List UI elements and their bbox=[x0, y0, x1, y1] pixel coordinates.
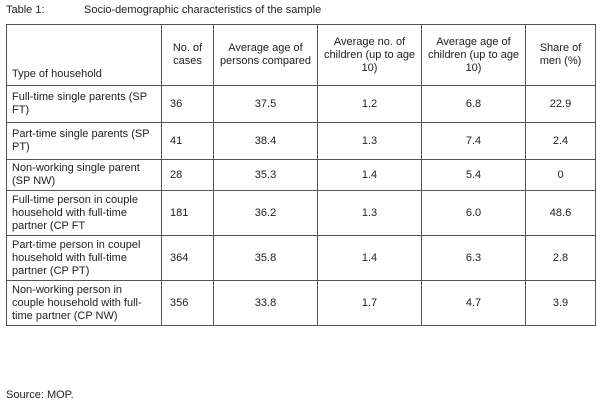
cell-avg-age: 35.3 bbox=[214, 160, 318, 191]
cell-avg-children: 1.2 bbox=[318, 86, 422, 123]
cell-cases: 41 bbox=[162, 123, 214, 160]
cell-avg-child-age: 5.4 bbox=[422, 160, 526, 191]
table-row bbox=[7, 281, 596, 326]
column-header-share-men: Share of men (%) bbox=[526, 25, 596, 86]
cell-type: Full-time single parents (SP FT) bbox=[7, 86, 162, 123]
cell-share-men: 3.9 bbox=[526, 281, 596, 326]
cell-avg-age: 37.5 bbox=[214, 86, 318, 123]
header-row bbox=[7, 25, 596, 86]
table-number: Table 1: bbox=[6, 4, 45, 16]
table-row bbox=[7, 236, 596, 281]
cell-avg-age: 33.8 bbox=[214, 281, 318, 326]
cell-cases: 356 bbox=[162, 281, 214, 326]
cell-avg-children: 1.4 bbox=[318, 236, 422, 281]
cell-avg-child-age: 6.0 bbox=[422, 191, 526, 236]
cell-avg-children: 1.3 bbox=[318, 191, 422, 236]
source-note: Source: MOP. bbox=[6, 389, 74, 401]
cell-avg-age: 36.2 bbox=[214, 191, 318, 236]
table-row bbox=[7, 191, 596, 236]
cell-cases: 364 bbox=[162, 236, 214, 281]
cell-share-men: 2.8 bbox=[526, 236, 596, 281]
data-table bbox=[6, 24, 596, 326]
cell-avg-child-age: 6.8 bbox=[422, 86, 526, 123]
cell-type: Non-working person in couple household with full-time partner (CP NW) bbox=[7, 281, 162, 326]
cell-avg-children: 1.7 bbox=[318, 281, 422, 326]
cell-share-men: 22.9 bbox=[526, 86, 596, 123]
cell-avg-age: 35.8 bbox=[214, 236, 318, 281]
column-header-avg-age: Average age of persons compared bbox=[214, 25, 318, 86]
table-row bbox=[7, 160, 596, 191]
table-title: Socio-demographic characteristics of the sample bbox=[84, 4, 322, 16]
cell-cases: 181 bbox=[162, 191, 214, 236]
column-header-cases: No. of cases bbox=[162, 25, 214, 86]
cell-share-men: 2.4 bbox=[526, 123, 596, 160]
column-header-type: Type of household bbox=[7, 25, 162, 86]
cell-type: Part-time person in coupel household with full-time partner (CP PT) bbox=[7, 236, 162, 281]
table-row bbox=[7, 86, 596, 123]
cell-share-men: 48.6 bbox=[526, 191, 596, 236]
table-caption bbox=[6, 2, 321, 18]
cell-avg-age: 38.4 bbox=[214, 123, 318, 160]
cell-type: Full-time person in couple household with full-time partner (CP FT bbox=[7, 191, 162, 236]
table-row bbox=[7, 123, 596, 160]
column-header-avg-child-age: Average age of children (up to age 10) bbox=[422, 25, 526, 86]
cell-avg-child-age: 7.4 bbox=[422, 123, 526, 160]
cell-share-men: 0 bbox=[526, 160, 596, 191]
cell-type: Non-working single parent (SP NW) bbox=[7, 160, 162, 191]
cell-avg-child-age: 4.7 bbox=[422, 281, 526, 326]
cell-avg-children: 1.4 bbox=[318, 160, 422, 191]
cell-avg-child-age: 6.3 bbox=[422, 236, 526, 281]
cell-cases: 28 bbox=[162, 160, 214, 191]
cell-avg-children: 1.3 bbox=[318, 123, 422, 160]
column-header-avg-children: Average no. of children (up to age 10) bbox=[318, 25, 422, 86]
cell-cases: 36 bbox=[162, 86, 214, 123]
cell-type: Part-time single parents (SP PT) bbox=[7, 123, 162, 160]
